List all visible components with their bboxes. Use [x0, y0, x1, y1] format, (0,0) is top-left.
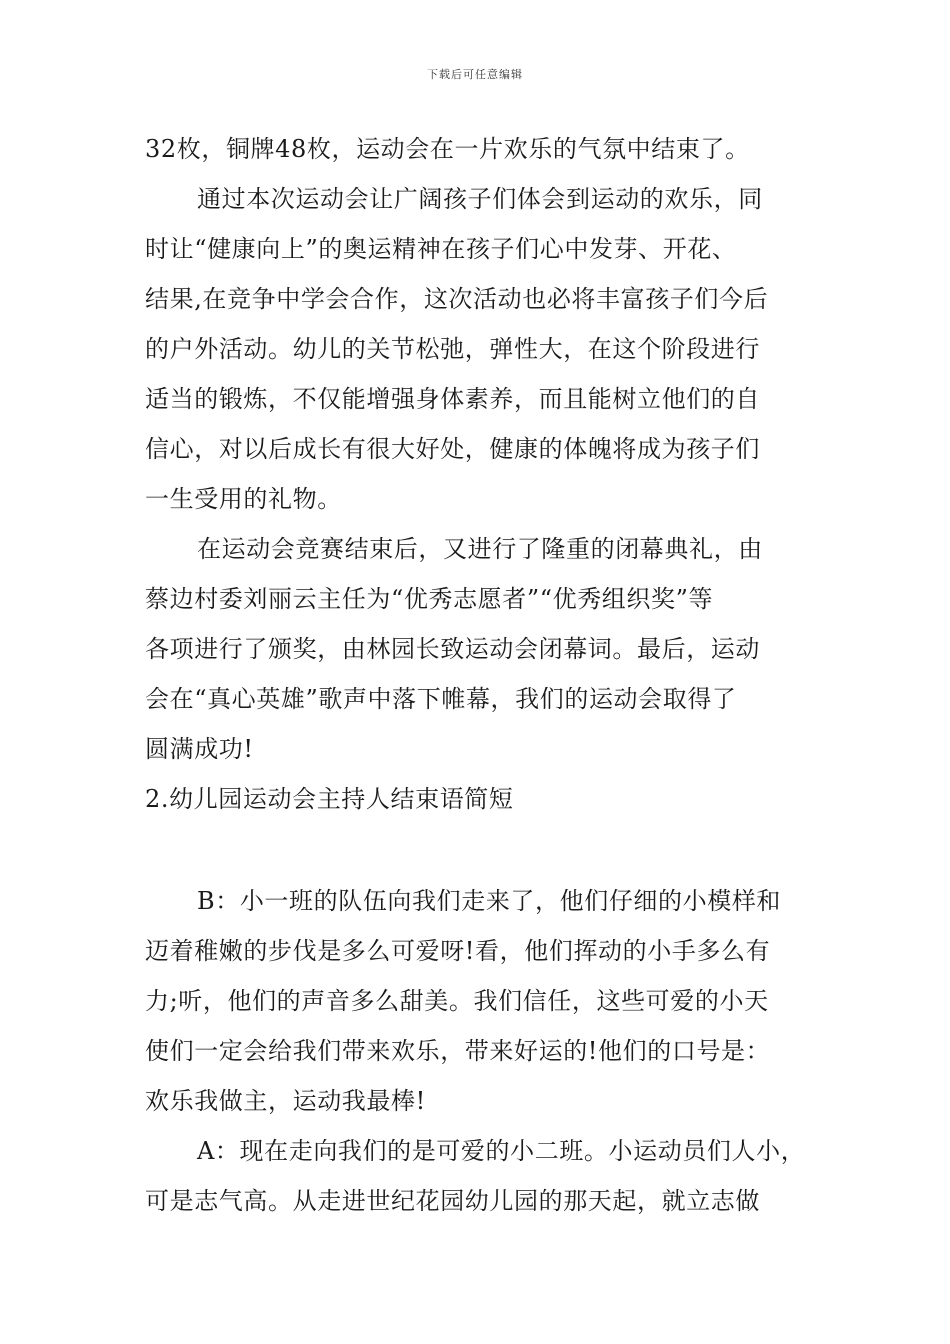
text-line: 圆满成功! [145, 735, 254, 763]
text-line: 在运动会竞赛结束后，又进行了隆重的闭幕典礼，由 [197, 535, 763, 563]
text-line: 信心，对以后成长有很大好处，健康的体魄将成为孩子们 [145, 435, 760, 463]
text-line: 通过本次运动会让广阔孩子们体会到运动的欢乐，同 [197, 185, 763, 213]
text-line: 32枚，铜牌48枚，运动会在一片欢乐的气氛中结束了。 [145, 135, 750, 163]
text-line: 使们一定会给我们带来欢乐，带来好运的!他们的口号是： [145, 1037, 771, 1065]
text-line: 会在“真心英雄”歌声中落下帷幕，我们的运动会取得了 [145, 685, 737, 713]
text-line: 蔡边村委刘丽云主任为“优秀志愿者”“优秀组织奖”等 [145, 585, 714, 613]
text-line: 各项进行了颁奖，由林园长致运动会闭幕词。最后，运动 [145, 635, 760, 663]
text-line: 迈着稚嫩的步伐是多么可爱呀!看，他们挥动的小手多么有 [145, 937, 771, 965]
text-line: 一生受用的礼物。 [145, 485, 342, 513]
document-body [145, 124, 810, 1226]
blank-gap [145, 824, 810, 876]
text-line: A：现在走向我们的是可爱的小二班。小运动员们人小， [197, 1137, 806, 1165]
text-line: 力;听，他们的声音多么甜美。我们信任，这些可爱的小天 [145, 987, 769, 1015]
text-line: 可是志气高。从走进世纪花园幼儿园的那天起，就立志做 [145, 1187, 760, 1215]
page-header: 下载后可任意编辑 [427, 68, 523, 81]
text-line: 结果,在竞争中学会合作，这次活动也必将丰富孩子们今后 [145, 285, 769, 313]
section-heading: 2.幼儿园运动会主持人结束语简短 [145, 785, 514, 813]
text-line: 适当的锻炼，不仅能增强身体素养，而且能树立他们的自 [145, 385, 760, 413]
text-line: B：小一班的队伍向我们走来了，他们仔细的小模样和 [197, 887, 782, 915]
text-line: 时让“健康向上”的奥运精神在孩子们心中发芽、开花、 [145, 235, 737, 263]
text-line: 的户外活动。幼儿的关节松弛，弹性大，在这个阶段进行 [145, 335, 760, 363]
text-line: 欢乐我做主，运动我最棒! [145, 1087, 426, 1115]
